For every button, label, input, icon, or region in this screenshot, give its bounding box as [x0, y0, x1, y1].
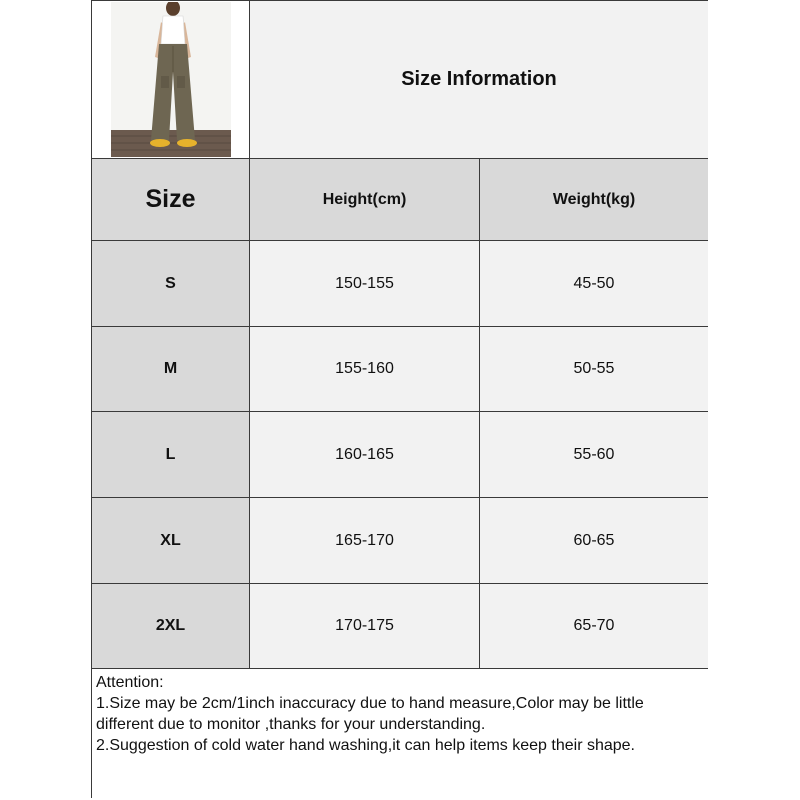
size-label: L	[92, 411, 249, 497]
attention-line-2: 2.Suggestion of cold water hand washing,it can help items keep their shape.	[96, 737, 635, 754]
product-photo	[92, 1, 249, 158]
weight-value: 45-50	[479, 240, 708, 326]
header-height: Height(cm)	[249, 158, 479, 240]
size-label: M	[92, 326, 249, 411]
size-label: S	[92, 240, 249, 326]
weight-value: 65-70	[479, 583, 708, 668]
weight-value: 55-60	[479, 411, 708, 497]
weight-value: 60-65	[479, 497, 708, 583]
header-weight: Weight(kg)	[479, 158, 708, 240]
height-value: 160-165	[249, 411, 479, 497]
product-photo-illustration	[111, 2, 231, 157]
height-value: 155-160	[249, 326, 479, 411]
attention-heading: Attention:	[96, 674, 164, 691]
height-value: 150-155	[249, 240, 479, 326]
height-value: 165-170	[249, 497, 479, 583]
attention-line-1: 1.Size may be 2cm/1inch inaccuracy due to hand measure,Color may be little different due to monitor ,thanks for your understanding.	[96, 695, 644, 733]
attention-notes	[92, 668, 708, 798]
size-chart	[91, 0, 708, 798]
chart-title: Size Information	[249, 1, 708, 158]
weight-value: 50-55	[479, 326, 708, 411]
size-label: 2XL	[92, 583, 249, 668]
height-value: 170-175	[249, 583, 479, 668]
size-label: XL	[92, 497, 249, 583]
header-size: Size	[92, 158, 249, 240]
